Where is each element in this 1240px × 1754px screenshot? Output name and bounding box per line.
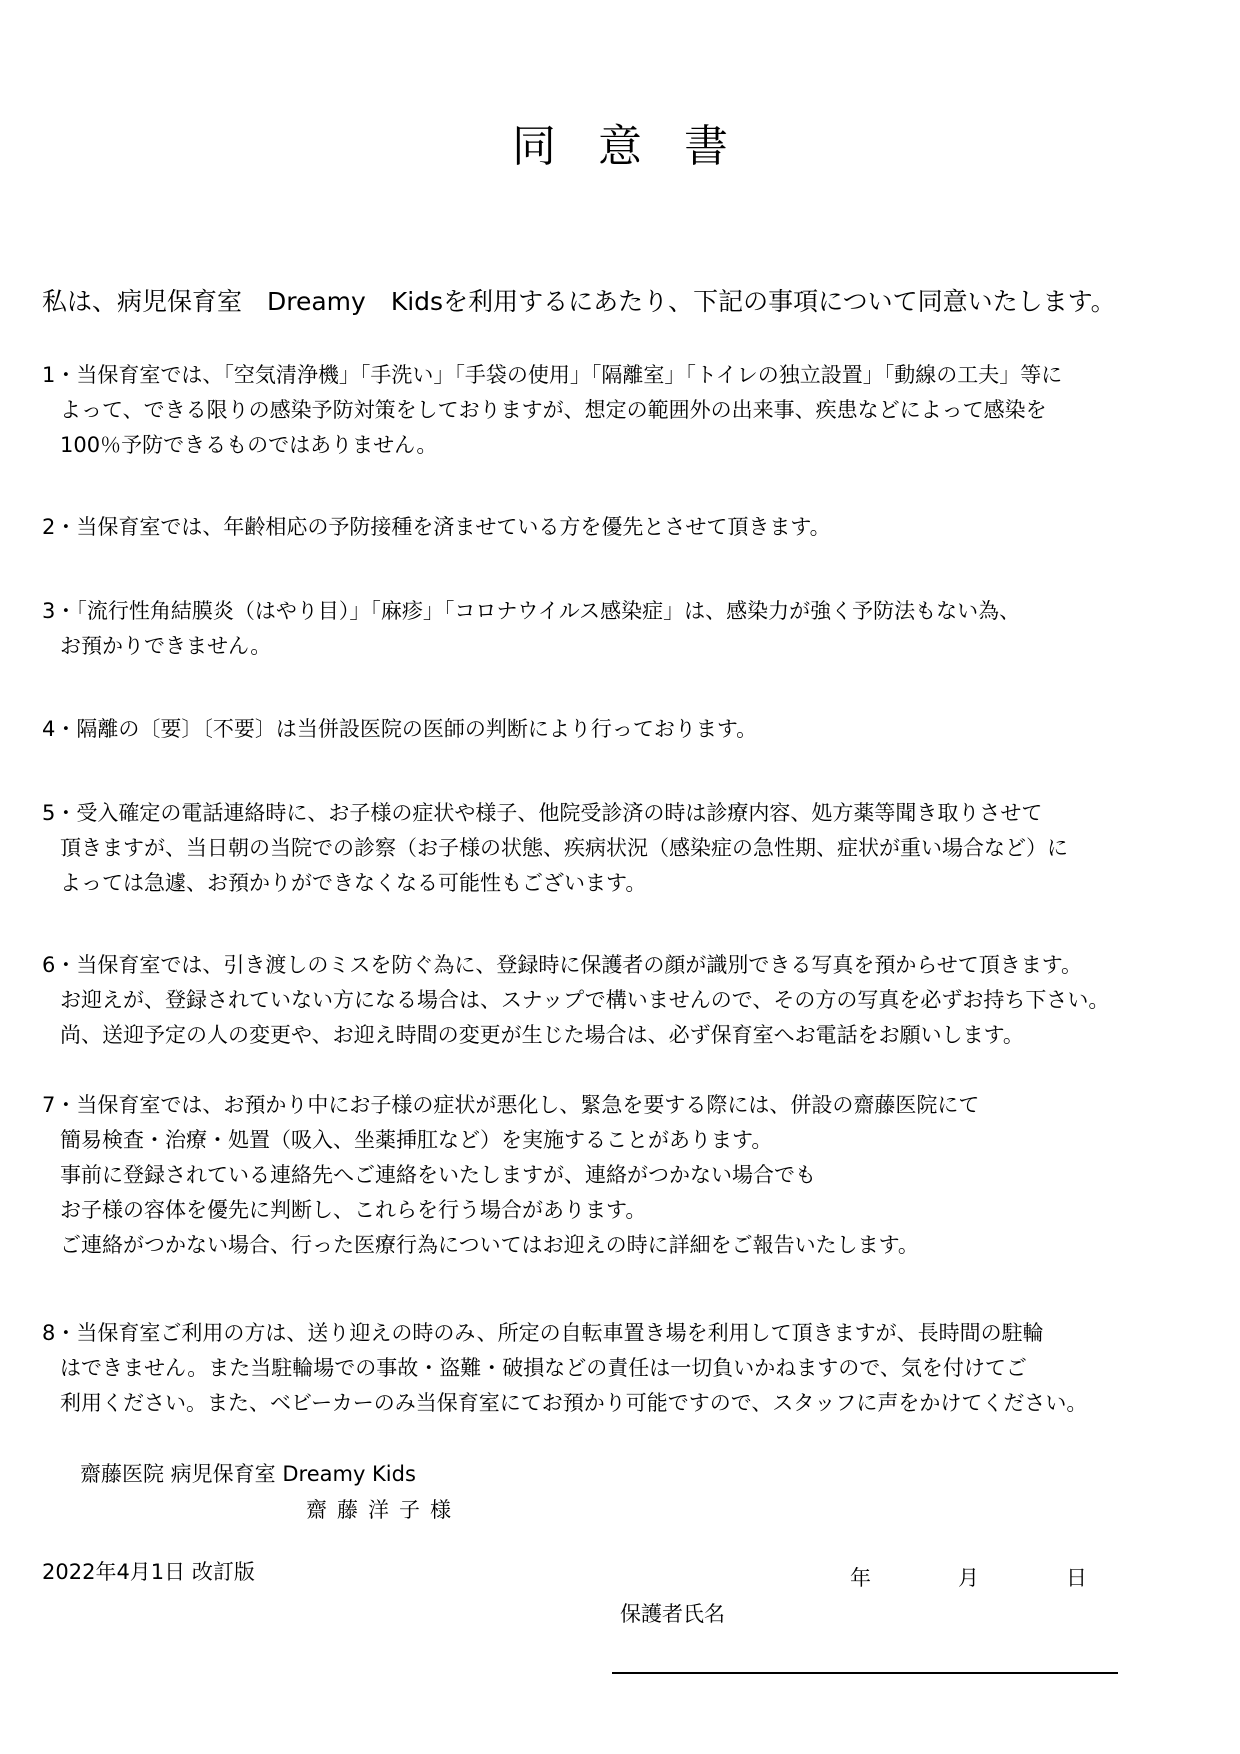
clause-2: [42, 510, 1222, 545]
clause-4-line-1: 4・隔離の〔要〕〔不要〕は当併設医院の医師の判断により行っております。: [42, 717, 758, 741]
clause-5-line-3: よっては急遽、お預かりができなくなる可能性もございます。: [60, 871, 647, 895]
clause-3: [42, 594, 1222, 664]
clause-8-line-1: 8・当保育室ご利用の方は、送り迎えの時のみ、所定の自転車置き場を利用して頂きますが、長時間の駐輪: [42, 1321, 1044, 1345]
clause-1-line-2: よって、できる限りの感染予防対策をしておりますが、想定の範囲外の出来事、疾患などによって感染を: [60, 398, 1047, 422]
clause-8: [42, 1316, 1222, 1421]
signature-line[interactable]: [612, 1672, 1118, 1674]
clause-7: [42, 1088, 1222, 1263]
clause-2-line-1: 2・当保育室では、年齢相応の予防接種を済ませている方を優先とさせて頂きます。: [42, 515, 831, 539]
clause-8-line-3: 利用ください。また、ベビーカーのみ当保育室にてお預かり可能ですので、スタッフに声をかけてください。: [60, 1391, 1088, 1415]
addressee-name: 齋藤洋子様: [306, 1498, 461, 1522]
clause-5: [42, 796, 1222, 901]
clause-6: [42, 948, 1222, 1053]
clause-3-line-1: 3・「流行性角結膜炎（はやり目）」「麻疹」「コロナウイルス感染症」は、感染力が強く予防法もない為、: [42, 599, 1021, 623]
clause-4: [42, 712, 1222, 747]
clause-1: [42, 358, 1222, 463]
date-month-label: 月: [958, 1566, 979, 1590]
clause-7-line-5: ご連絡がつかない場合、行った医療行為についてはお迎えの時に詳細をご報告いたします。: [60, 1233, 919, 1257]
clause-7-line-1: 7・当保育室では、お預かり中にお子様の症状が悪化し、緊急を要する際には、併設の齋藤医院にて: [42, 1093, 980, 1117]
clause-6-line-1: 6・当保育室では、引き渡しのミスを防ぐ為に、登録時に保護者の顔が識別できる写真を預からせて頂きます。: [42, 953, 1083, 977]
clause-1-line-3: 100％予防できるものではありません。: [60, 433, 438, 457]
date-day-label: 日: [1066, 1566, 1087, 1590]
clause-5-line-1: 5・受入確定の電話連絡時に、お子様の症状や様子、他院受診済の時は診療内容、処方薬等聞き取りさせて: [42, 801, 1043, 825]
document-title: 同意書: [512, 121, 770, 172]
clause-6-line-3: 尚、送迎予定の人の変更や、お迎え時間の変更が生じた場合は、必ず保育室へお電話をお願いします。: [60, 1023, 1024, 1047]
addressee-organization: 齋藤医院 病児保育室 Dreamy Kids: [80, 1462, 416, 1486]
clause-7-line-3: 事前に登録されている連絡先へご連絡をいたしますが、連絡がつかない場合でも: [60, 1163, 816, 1187]
clause-6-line-2: お迎えが、登録されていない方になる場合は、スナップで構いませんので、その方の写真を必ずお持ち下さい。: [60, 988, 1110, 1012]
clause-7-line-2: 簡易検査・治療・処置（吸入、坐薬挿肛など）を実施することがあります。: [60, 1128, 773, 1152]
intro-statement: 私は、病児保育室 Dreamy Kidsを利用するにあたり、下記の事項について同意いたします。: [42, 287, 1116, 316]
clause-1-line-1: 1・当保育室では、「空気清浄機」「手洗い」「手袋の使用」「隔離室」「トイレの独立設置」「動線の工夫」等に: [42, 363, 1063, 387]
clause-3-line-2: お預かりできません。: [60, 634, 272, 658]
clause-5-line-2: 頂きますが、当日朝の当院での診察（お子様の状態、疾病状況（感染症の急性期、症状が重い場合など）に: [60, 836, 1068, 860]
clause-7-line-4: お子様の容体を優先に判断し、これらを行う場合があります。: [60, 1198, 647, 1222]
guardian-name-label: 保護者氏名: [620, 1602, 725, 1626]
clause-8-line-2: はできません。また当駐輪場での事故・盗難・破損などの責任は一切負いかねますので、気を付けてご: [60, 1356, 1027, 1380]
revision-date: 2022年4月1日 改訂版: [42, 1560, 255, 1584]
date-year-label: 年: [850, 1566, 871, 1590]
